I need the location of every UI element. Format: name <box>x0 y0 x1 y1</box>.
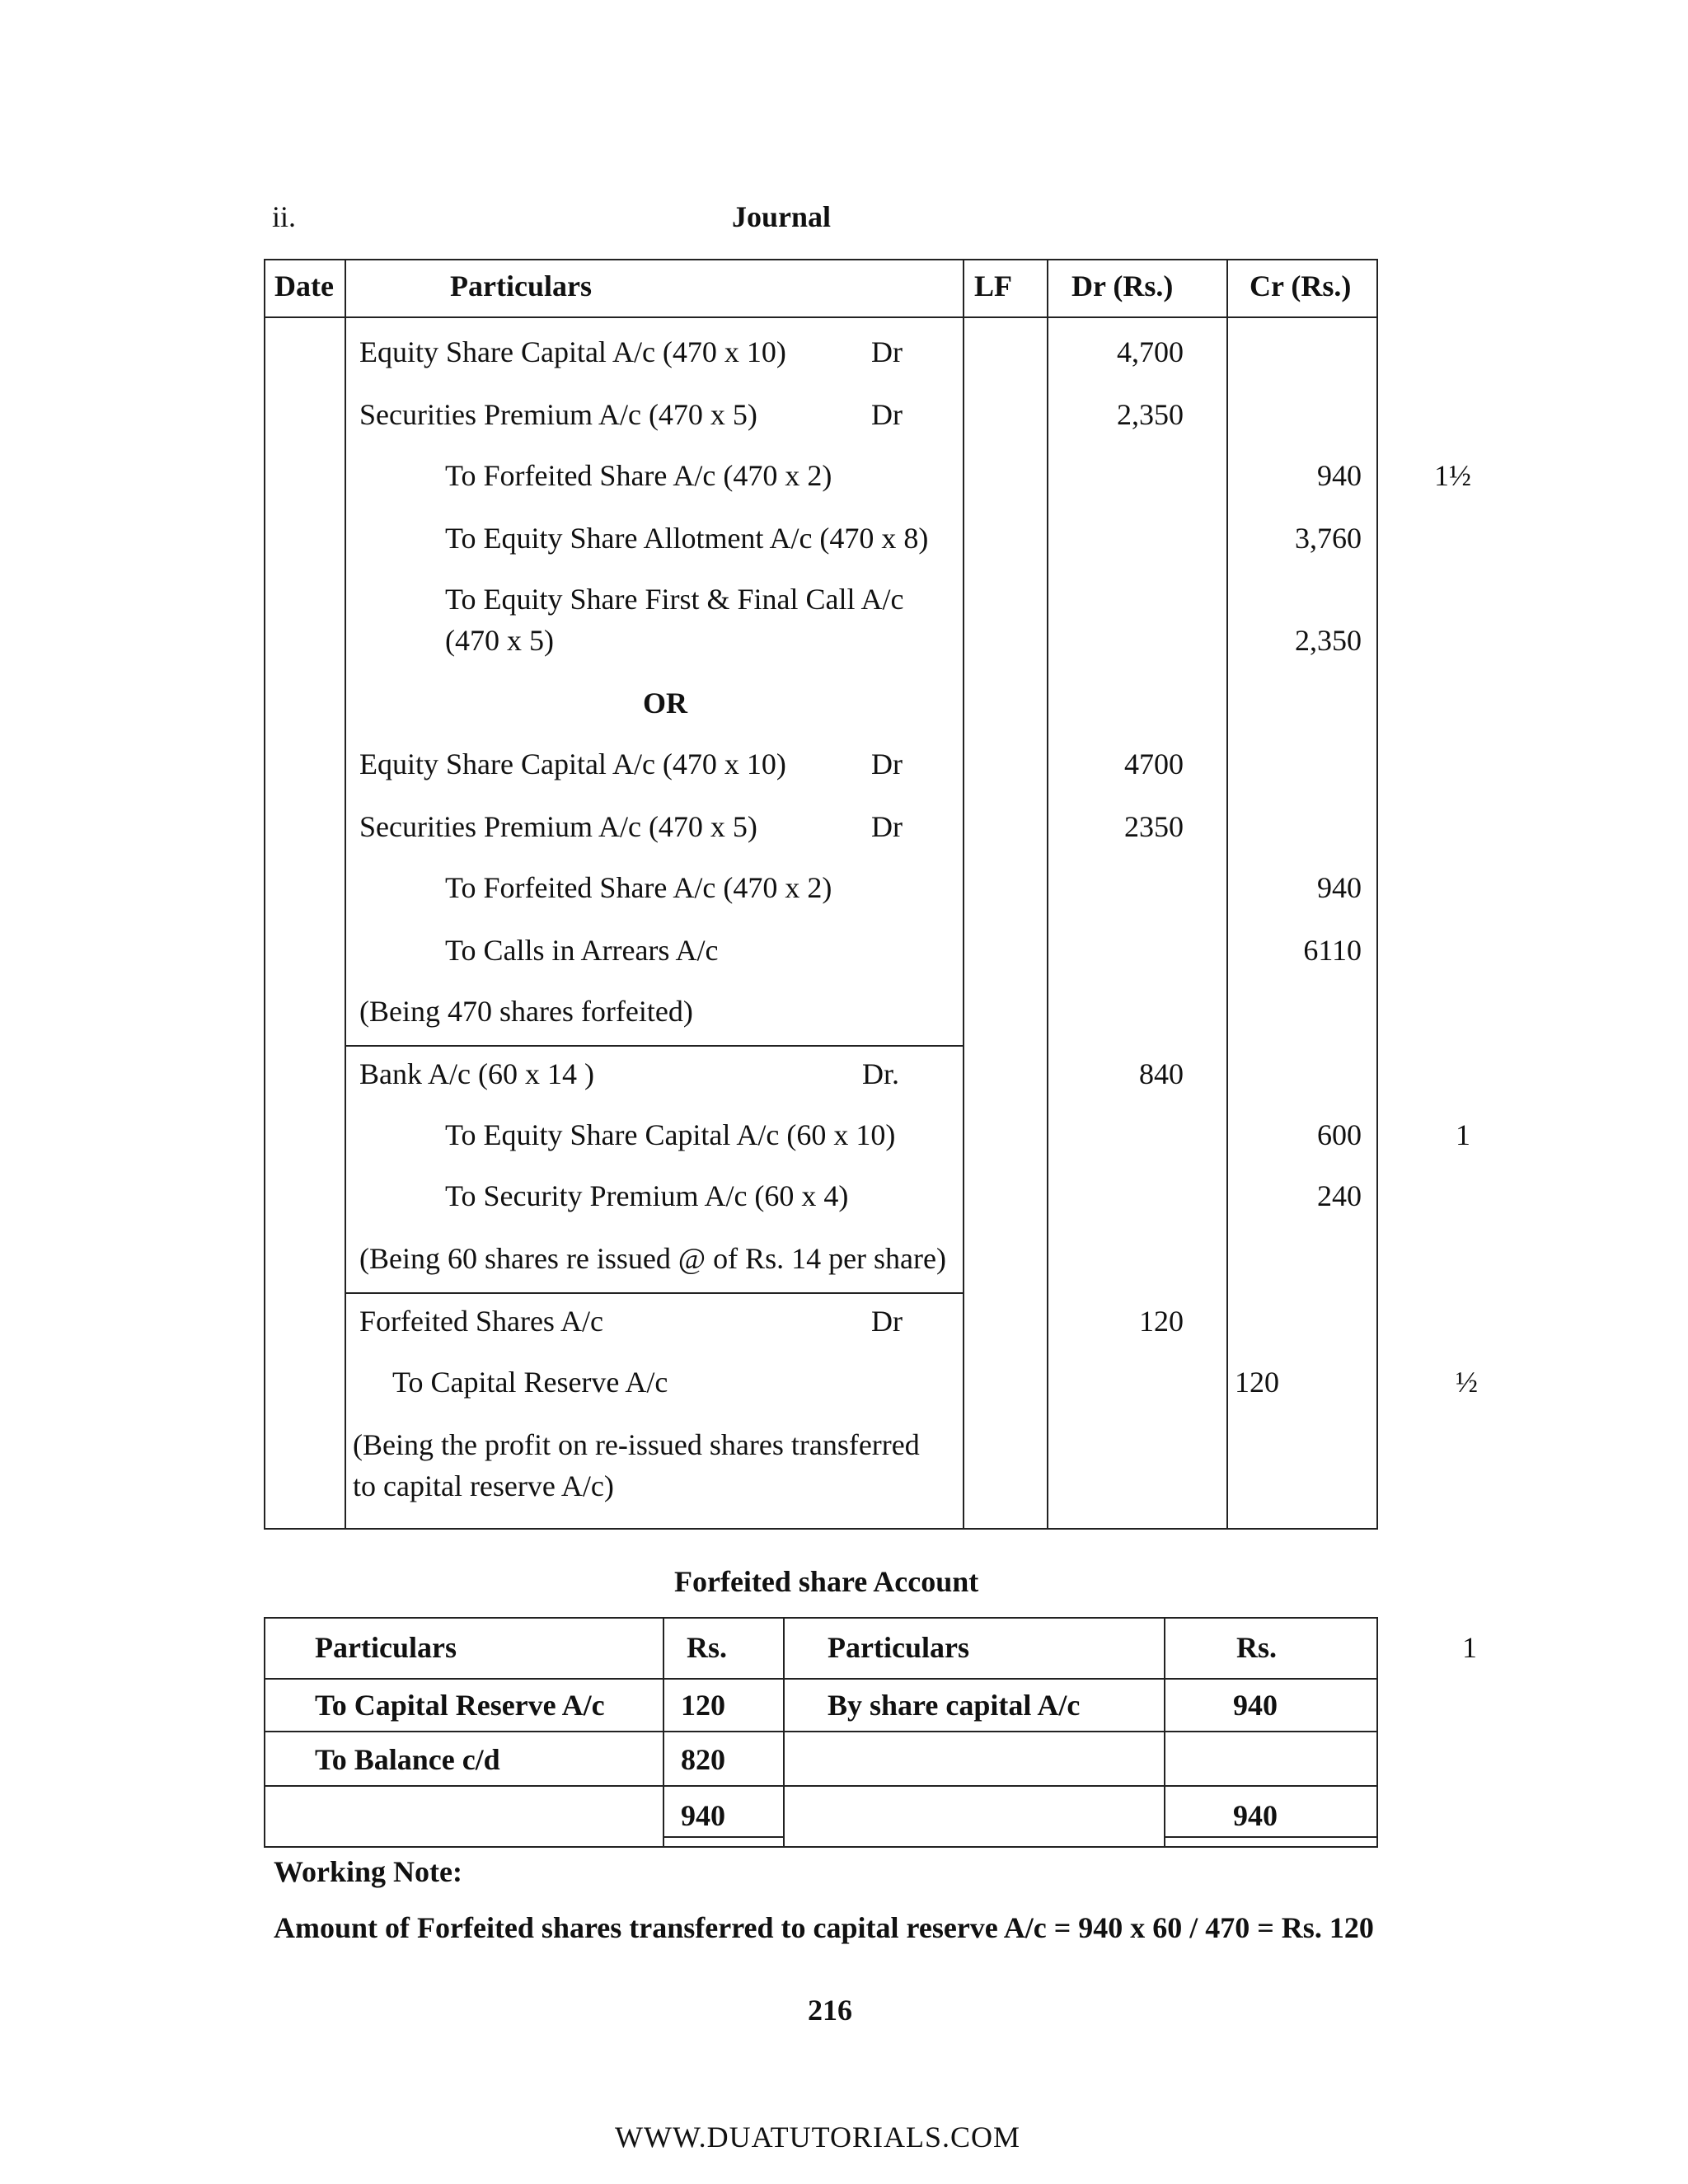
entry-divider-2 <box>345 1292 964 1294</box>
dr-marker: Dr <box>871 398 903 431</box>
lf-column-divider <box>1047 259 1048 1528</box>
marks: 1 <box>1462 1631 1477 1664</box>
dr-column-divider <box>1226 259 1228 1528</box>
cr-amount: 600 <box>1317 1118 1362 1151</box>
ledger-col-divider <box>783 1617 785 1848</box>
ledger-debit-particular: To Capital Reserve A/c <box>315 1689 605 1722</box>
dr-marker: Dr <box>871 1305 903 1338</box>
total-double-rule <box>1164 1836 1376 1838</box>
working-note-text: Amount of Forfeited shares transferred to capital reserve A/c = 940 x 60 / 470 = Rs. 120 <box>274 1911 1374 1944</box>
header-dr: Dr (Rs.) <box>1071 269 1174 302</box>
journal-title: Journal <box>732 200 832 233</box>
ledger-row-border <box>264 1678 1378 1680</box>
or-separator: OR <box>643 687 687 719</box>
ledger-credit-total: 940 <box>1233 1799 1278 1832</box>
footer-url[interactable]: WWW.DUATUTORIALS.COM <box>615 2121 1020 2154</box>
journal-credit-line: To Forfeited Share A/c (470 x 2) <box>445 459 832 492</box>
ledger-row-border <box>264 1785 1378 1787</box>
ledger-title: Forfeited share Account <box>674 1565 979 1598</box>
ledger-top-border <box>264 1617 1378 1619</box>
cr-amount: 940 <box>1317 459 1362 492</box>
date-column-divider <box>345 259 346 1528</box>
cr-amount: 2,350 <box>1295 624 1362 657</box>
header-lf: LF <box>974 269 1013 302</box>
journal-credit-line: To Equity Share Capital A/c (60 x 10) <box>445 1118 896 1151</box>
ledger-col-divider <box>1164 1617 1165 1848</box>
journal-credit-line: To Security Premium A/c (60 x 4) <box>445 1179 849 1212</box>
journal-credit-line: To Equity Share Allotment A/c (470 x 8) <box>445 522 929 555</box>
journal-right-border <box>1376 259 1378 1530</box>
header-date: Date <box>274 269 334 302</box>
cr-amount: 3,760 <box>1295 522 1362 555</box>
journal-credit-line-continued: (470 x 5) <box>445 624 554 657</box>
journal-debit-line: Equity Share Capital A/c (470 x 10) <box>359 748 786 780</box>
cr-amount: 240 <box>1317 1179 1362 1212</box>
ledger-debit-total: 940 <box>681 1799 725 1832</box>
page-number: 216 <box>808 1994 852 2027</box>
journal-debit-line: Securities Premium A/c (470 x 5) <box>359 398 757 431</box>
section-label: ii. <box>272 200 297 233</box>
ledger-right-border <box>1376 1617 1378 1848</box>
ledger-header-particulars: Particulars <box>315 1631 457 1664</box>
cr-amount: 120 <box>1235 1366 1279 1399</box>
journal-left-border <box>264 259 265 1530</box>
ledger-header-rs: Rs. <box>687 1631 728 1664</box>
ledger-bottom-border <box>264 1846 1378 1848</box>
dr-amount: 120 <box>1139 1305 1184 1338</box>
entry-divider-1 <box>345 1045 964 1047</box>
journal-debit-line: Equity Share Capital A/c (470 x 10) <box>359 335 786 368</box>
journal-debit-line: Forfeited Shares A/c <box>359 1305 603 1338</box>
cr-amount: 940 <box>1317 871 1362 904</box>
total-double-rule <box>663 1836 783 1838</box>
narration: (Being the profit on re-issued shares transferred <box>353 1428 920 1461</box>
ledger-header-rs: Rs. <box>1236 1631 1278 1664</box>
marks: 1½ <box>1434 459 1471 492</box>
working-note-heading: Working Note: <box>274 1855 462 1888</box>
journal-credit-line: To Capital Reserve A/c <box>392 1366 668 1399</box>
dr-marker: Dr. <box>862 1057 899 1090</box>
dr-amount: 4700 <box>1124 748 1184 780</box>
journal-credit-line: To Equity Share First & Final Call A/c <box>445 583 904 616</box>
narration-continued: to capital reserve A/c) <box>353 1469 614 1502</box>
cr-amount: 6110 <box>1303 934 1362 967</box>
ledger-credit-amount: 940 <box>1233 1689 1278 1722</box>
marks: ½ <box>1456 1366 1478 1399</box>
journal-bottom-border <box>264 1528 1378 1530</box>
header-particulars: Particulars <box>450 269 592 302</box>
ledger-debit-amount: 120 <box>681 1689 725 1722</box>
narration: (Being 60 shares re issued @ of Rs. 14 per share) <box>359 1242 946 1275</box>
ledger-col-divider <box>663 1617 664 1848</box>
marks: 1 <box>1456 1118 1470 1151</box>
ledger-left-border <box>264 1617 265 1848</box>
journal-credit-line: To Calls in Arrears A/c <box>445 934 719 967</box>
dr-amount: 2350 <box>1124 810 1184 843</box>
ledger-row-border <box>264 1731 1378 1732</box>
ledger-debit-amount: 820 <box>681 1743 725 1776</box>
narration: (Being 470 shares forfeited) <box>359 995 693 1028</box>
ledger-credit-particular: By share capital A/c <box>828 1689 1081 1722</box>
journal-debit-line: Securities Premium A/c (470 x 5) <box>359 810 757 843</box>
dr-marker: Dr <box>871 335 903 368</box>
journal-top-border <box>264 259 1378 260</box>
dr-marker: Dr <box>871 810 903 843</box>
ledger-header-particulars: Particulars <box>828 1631 969 1664</box>
journal-credit-line: To Forfeited Share A/c (470 x 2) <box>445 871 832 904</box>
dr-marker: Dr <box>871 748 903 780</box>
dr-amount: 2,350 <box>1117 398 1184 431</box>
journal-debit-line: Bank A/c (60 x 14 ) <box>359 1057 594 1090</box>
dr-amount: 4,700 <box>1117 335 1184 368</box>
particulars-column-divider <box>963 259 964 1528</box>
journal-header-border <box>264 316 1378 318</box>
ledger-debit-particular: To Balance c/d <box>315 1743 500 1776</box>
header-cr: Cr (Rs.) <box>1250 269 1352 302</box>
dr-amount: 840 <box>1139 1057 1184 1090</box>
